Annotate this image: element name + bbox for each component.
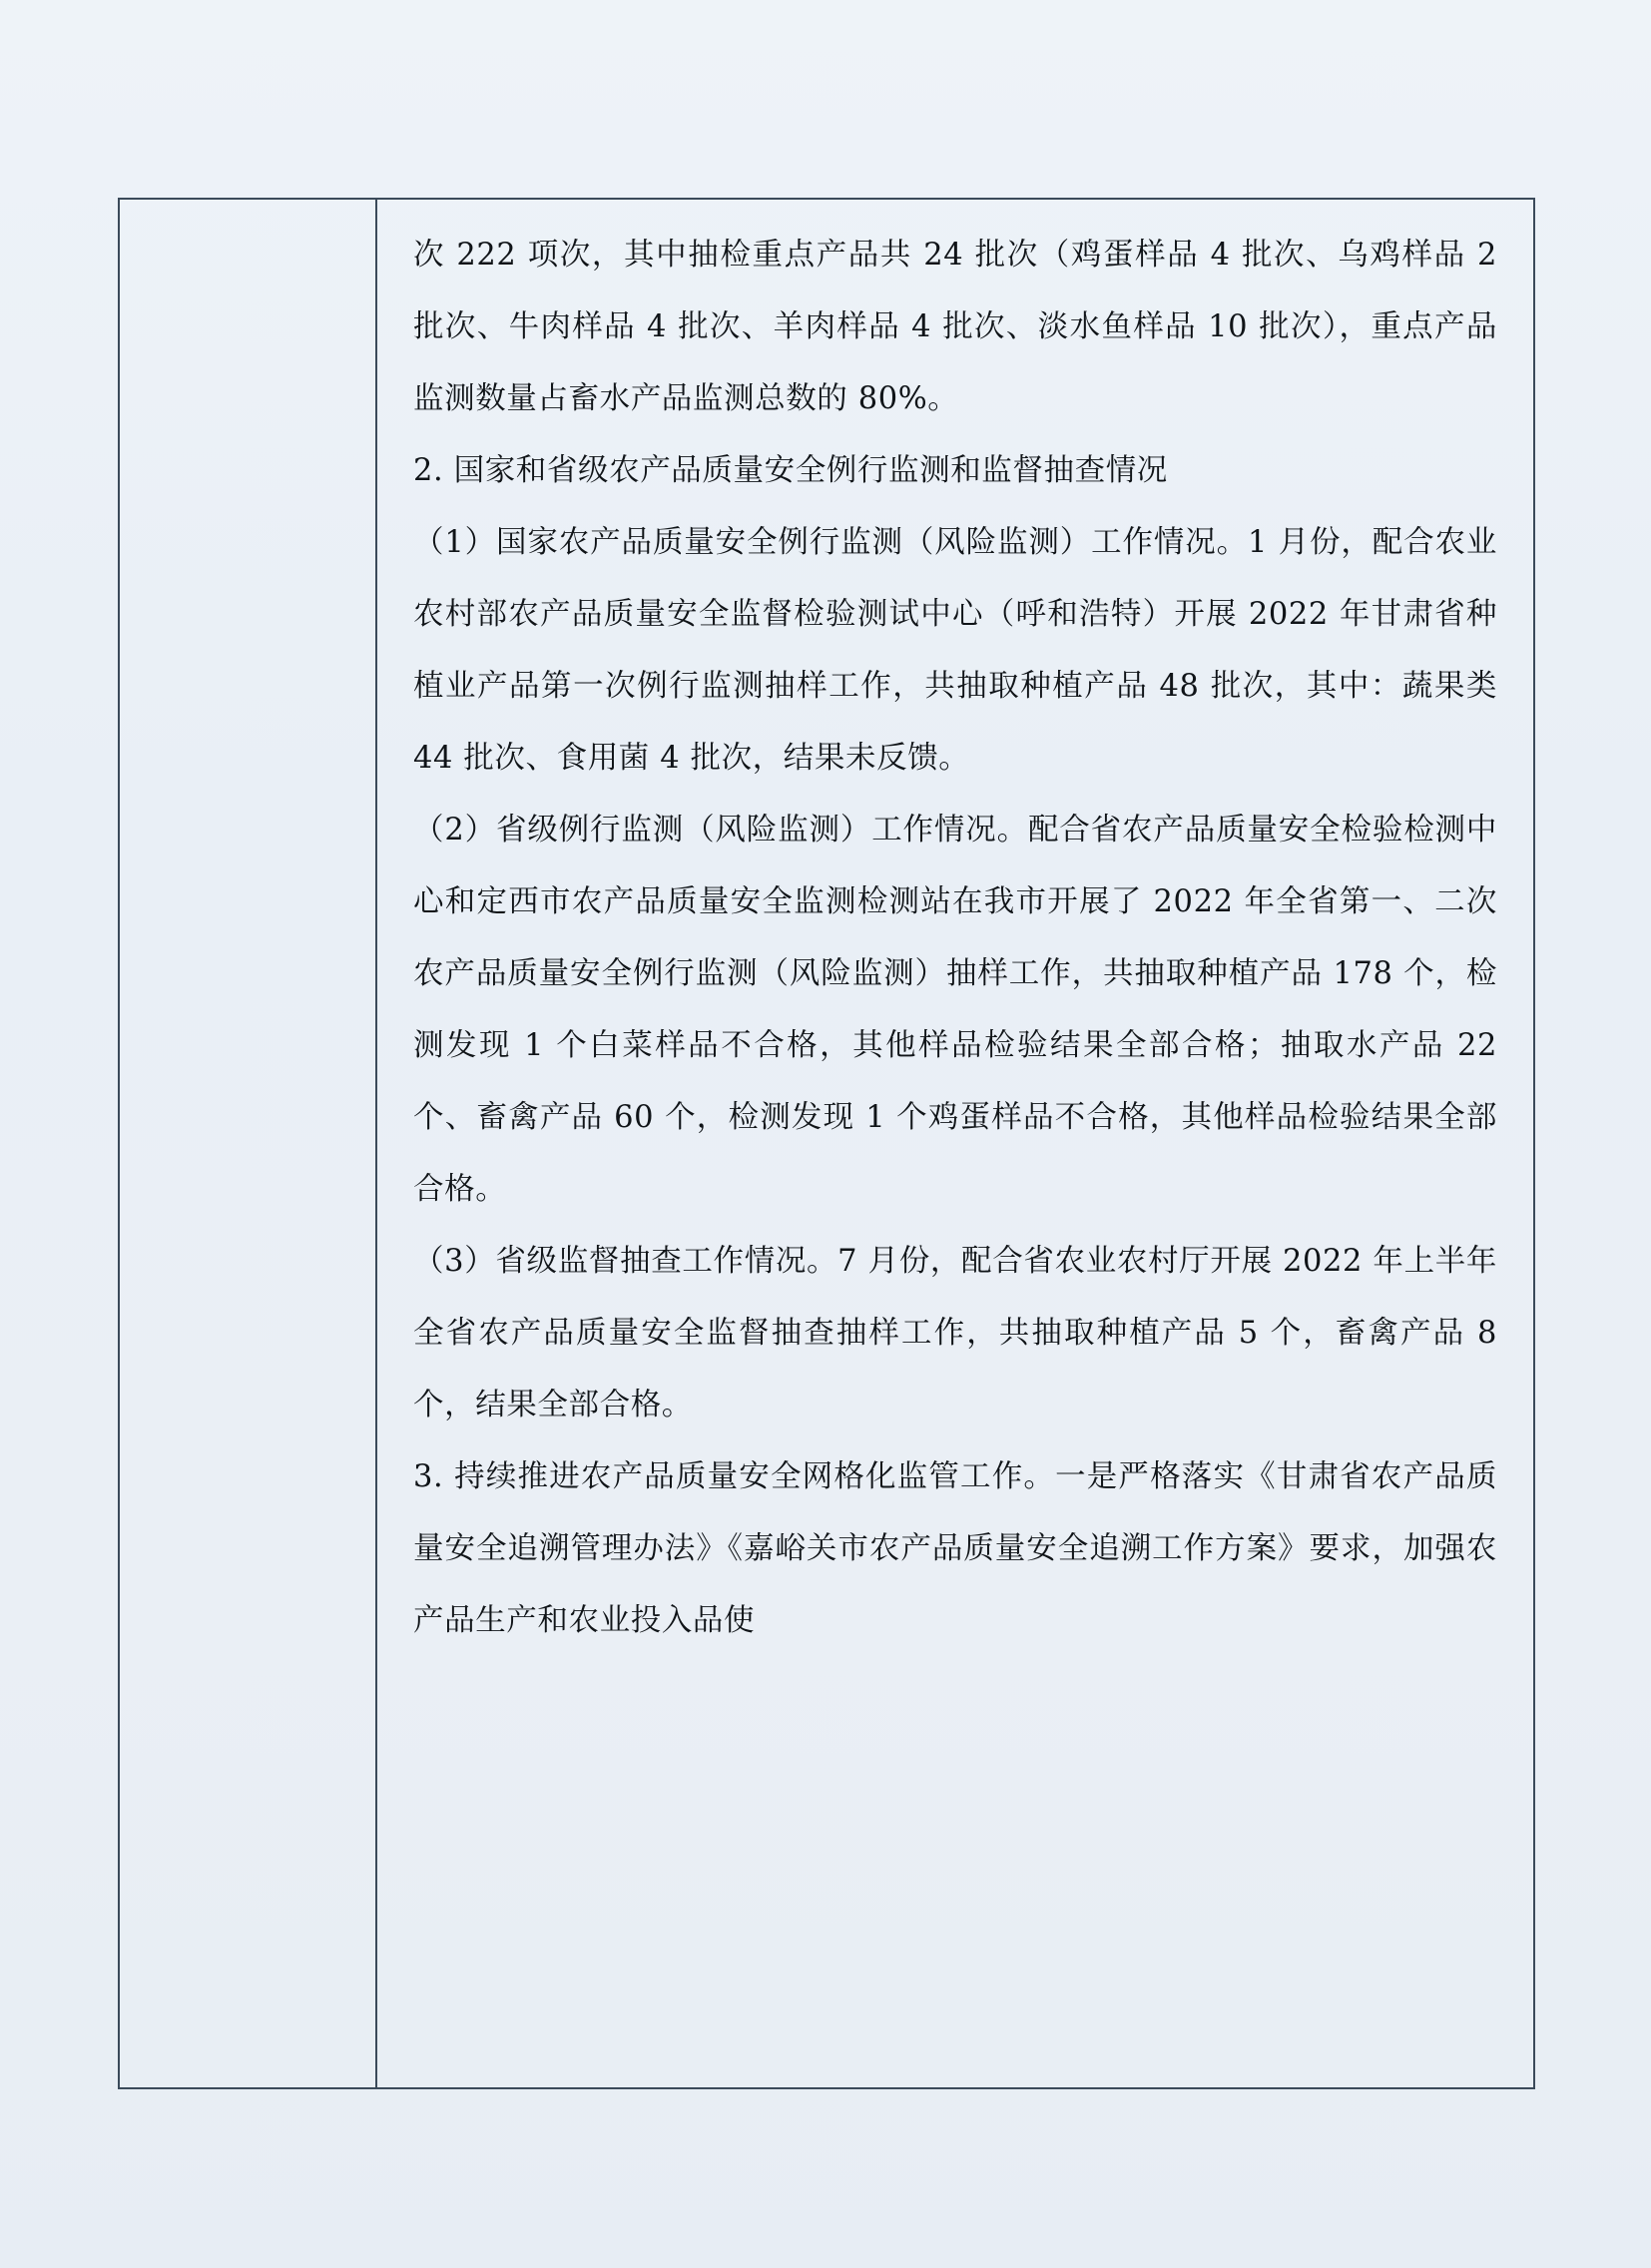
paragraph-section-3: 3. 持续推进农产品质量安全网格化监管工作。一是严格落实《甘肃省农产品质量安全追溯管理办法》《嘉峪关市农产品质量安全追溯工作方案》要求，加强农产品生产和农业投入品使 [413, 1459, 1497, 1638]
table-left-column [120, 200, 377, 2087]
paragraph-item-2: （2）省级例行监测（风险监测）工作情况。配合省农产品质量安全检验检测中心和定西市农产品质量安全监测检测站在我市开展了 2022 年全省第一、二次农产品质量安全例行监测（风险监测）抽样工作，共抽取种植产品 178 个，检测发现 1 个白菜样品不合格，其他样品检验结果全部合格；抽取水产品 22 个、畜禽产品 60 个，检测发现 1 个鸡蛋样品不合格，其他样品检验结果全部合格。 [413, 813, 1497, 1207]
content-table [118, 198, 1535, 2089]
paragraph-section-2: 2. 国家和省级农产品质量安全例行监测和监督抽查情况 [413, 453, 1168, 488]
table-right-column [377, 200, 1533, 2087]
paragraph-item-3: （3）省级监督抽查工作情况。7 月份，配合省农业农村厅开展 2022 年上半年全省农产品质量安全监督抽查抽样工作，共抽取种植产品 5 个，畜禽产品 8 个，结果全部合格。 [413, 1244, 1497, 1422]
paragraph-item-1: （1）国家农产品质量安全例行监测（风险监测）工作情况。1 月份，配合农业农村部农产品质量安全监督检验测试中心（呼和浩特）开展 2022 年甘肃省种植业产品第一次例行监测抽样工作，共抽取种植产品 48 批次，其中：蔬果类 44 批次、食用菌 4 批次，结果未反馈。 [413, 525, 1497, 776]
paragraph-continued: 次 222 项次，其中抽检重点产品共 24 批次（鸡蛋样品 4 批次、乌鸡样品 2 批次、牛肉样品 4 批次、羊肉样品 4 批次、淡水鱼样品 10 批次），重点产品监测数量占畜水产品监测总数的 80%。 [413, 238, 1497, 416]
